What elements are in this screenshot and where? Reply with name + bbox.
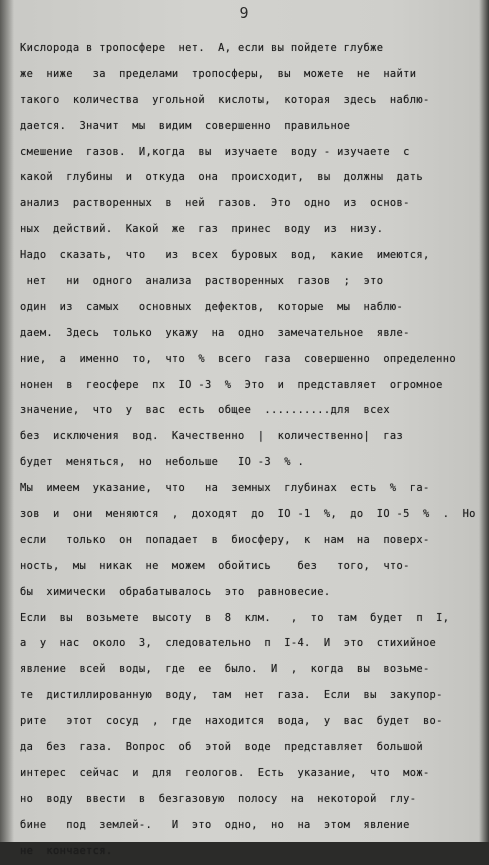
text-line: явление всей воды, где ее было. И , когда вы возьме- xyxy=(20,663,430,676)
text-line: без исключения вод. Качественно | количественно| газ xyxy=(20,430,404,443)
text-line: те дистиллированную воду, там нет газа. Если вы закупор- xyxy=(20,689,443,702)
text-line: но воду ввести в безгазовую полосу на некоторой глу- xyxy=(20,792,417,805)
text-line: рите этот сосуд , где находится вода, у вас будет во- xyxy=(20,715,443,728)
body-text xyxy=(20,36,480,865)
page-number: 9 xyxy=(239,4,250,22)
text-line: зов и они меняются , доходят до IO -1 %, до IO -5 % . Но xyxy=(20,508,476,521)
text-line: нет ни одного анализа растворенных газов ; это xyxy=(20,275,384,288)
text-line: бы химически обрабатывалось это равновесие. xyxy=(20,585,331,598)
text-line: а у нас около 3, следовательно п I-4. И это стихийное xyxy=(20,637,437,650)
text-line: бине под землей-. И это одно, но на этом явление xyxy=(20,818,410,831)
text-line: будет меняться, но небольше IO -3 % . xyxy=(20,456,305,469)
text-line: смешение газов. И,когда вы изучаете воду - изучаете с xyxy=(20,145,410,158)
text-line: ние, а именно то, что % всего газа совершенно определенно xyxy=(20,352,456,365)
text-line: если только он попадает в биосферу, к нам на поверх- xyxy=(20,533,430,546)
text-line: Кислорода в тропосфере нет. А, если вы пойдете глубже xyxy=(20,42,384,54)
page-right-shadow xyxy=(479,0,489,842)
text-line: дается. Значит мы видим совершенно правильное xyxy=(20,119,351,132)
text-line: да без газа. Вопрос об этой воде представляет большой xyxy=(20,741,423,754)
text-line: значение, что у вас есть общее ..........для всех xyxy=(20,404,390,417)
text-line: не кончается. xyxy=(20,844,113,857)
text-line: ных действий. Какой же газ принес воду из низу. xyxy=(20,223,384,236)
text-line: ность, мы никак не можем обойтись без того, что- xyxy=(20,559,410,572)
text-line: же ниже за пределами тропосферы, вы можете не найти xyxy=(20,67,417,80)
text-line: такого количества угольной кислоты, которая здесь наблю- xyxy=(20,93,430,106)
text-line: Если вы возьмете высоту в 8 клм. , то там будет п I, xyxy=(20,611,450,624)
text-line: интерес сейчас и для геологов. Есть указание, что мож- xyxy=(20,766,430,779)
text-line: какой глубины и откуда она происходит, вы должны дать xyxy=(20,171,423,184)
text-line: даем. Здесь только укажу на одно замечательное явле- xyxy=(20,326,410,339)
text-line: один из самых основных дефектов, которые мы наблю- xyxy=(20,300,404,313)
text-line: анализ растворенных в ней газов. Это одно из основ- xyxy=(20,197,410,210)
text-line: Надо сказать, что из всех буровых вод, какие имеются, xyxy=(20,249,430,262)
page-left-shadow xyxy=(0,0,14,842)
text-line: нонен в геосфере пх IO -3 % Это и представляет огромное xyxy=(20,378,443,391)
text-line: Мы имеем указание, что на земных глубинах есть % га- xyxy=(20,482,430,495)
